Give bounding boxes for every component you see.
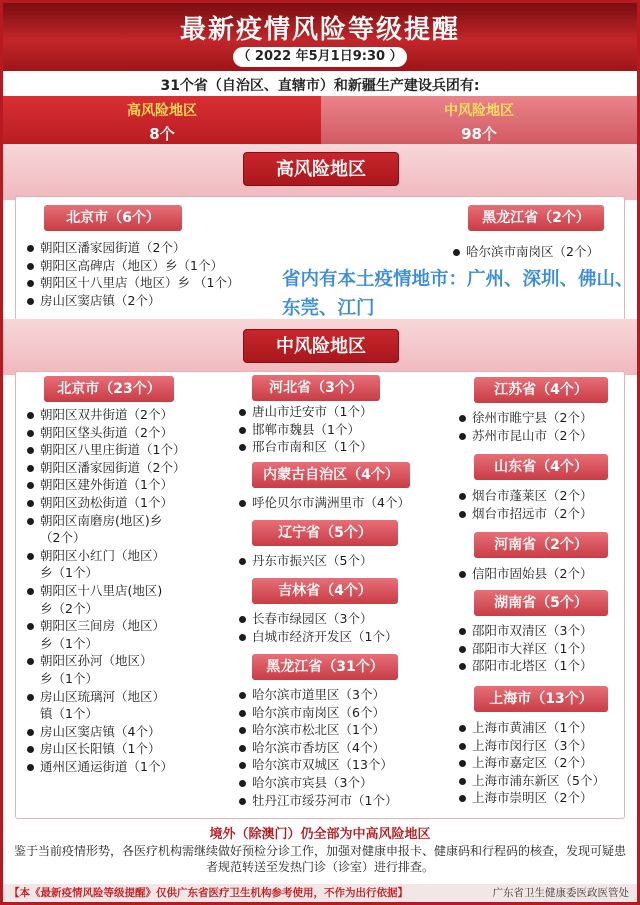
list-item: 房山区长阳镇（1个） [26, 740, 185, 758]
issuing-org: 广东省卫生健康委医政医管处 [492, 887, 629, 899]
bulletin-date: （ 2022 年5月1日9:30 ） [233, 47, 407, 67]
list-item: 房山区窦店镇（2个） [26, 292, 239, 310]
list-high-heilongjiang [452, 243, 599, 261]
tag-medium-neimenggu: 内蒙古自治区（4个） [252, 462, 410, 488]
list-item: 朝阳区高碑店（地区）乡（1个） [26, 257, 239, 275]
page-title: 最新疫情风险等级提醒 [179, 15, 460, 45]
list-item: 朝阳区十八里店(地区) [26, 582, 185, 600]
tag-high-heilongjiang: 黑龙江省（2个） [468, 205, 604, 231]
list-item: 长春市绿园区（3个） [238, 610, 397, 628]
list-high-beijing [26, 239, 239, 309]
summary-high-label: 高风险地区 [127, 103, 197, 119]
list-item: 牡丹江市绥芬河市（1个） [238, 792, 397, 810]
summary-high-count: 8个 [149, 125, 175, 143]
list-item: 上海市浦东新区（5个） [458, 772, 605, 790]
list-item: 哈尔滨市道里区（3个） [238, 686, 397, 704]
summary-medium [321, 96, 637, 144]
list-item: 朝阳区十八里店（地区）乡 （1个） [26, 274, 239, 292]
list-item: 朝阳区潘家园街道（2个） [26, 239, 239, 257]
list-medium-shandong [458, 487, 592, 522]
tag-medium-hunan: 湖南省（5个） [474, 590, 608, 616]
list-item: （2个） [40, 530, 86, 546]
list-item: 邵阳市大祥区（1个） [458, 640, 592, 658]
list-item: 哈尔滨市松北区（1个） [238, 721, 397, 739]
list-medium-henan [458, 565, 592, 583]
tag-medium-liaoning: 辽宁省（5个） [252, 520, 398, 546]
list-item: 邵阳市双清区（3个） [458, 622, 592, 640]
list-item: 烟台市蓬莱区（2个） [458, 487, 592, 505]
usage-note: 【本《最新疫情风险等级提醒》仅供广东省医疗卫生机构参考使用，不作为出行依据】 [9, 887, 408, 899]
tag-high-beijing: 北京市（6个） [44, 205, 182, 231]
list-item: 乡（1个） [40, 670, 98, 686]
tag-medium-hebei: 河北省（3个） [252, 375, 380, 401]
list-item: 朝阳区八里庄街道（1个） [26, 441, 185, 459]
list-medium-hunan [458, 622, 592, 675]
list-item: 乡（1个） [40, 635, 98, 651]
list-item: 邢台市南和区（1个） [238, 438, 372, 456]
list-medium-heilongjiang [238, 686, 397, 809]
list-item: 房山区窦店镇（4个） [26, 723, 185, 741]
high-section-heading: 高风险地区 [243, 152, 399, 186]
list-item: 朝阳区孙河（地区） [26, 652, 185, 670]
list-item: 上海市闵行区（3个） [458, 737, 605, 755]
medium-section-band [3, 319, 637, 375]
list-item: 朝阳区垡头街道（2个） [26, 424, 185, 442]
list-item: 通州区通运街道（1个） [26, 758, 185, 776]
list-medium-jilin [238, 610, 397, 645]
overlay-local-cases: 省内有本土疫情地市：广州、深圳、佛山、东莞、江门 [282, 269, 634, 319]
list-item: 白城市经济开发区（1个） [238, 628, 397, 646]
list-item: 朝阳区三间房（地区） [26, 617, 185, 635]
list-item: 镇（1个） [40, 706, 98, 722]
list-medium-jiangsu [458, 409, 592, 444]
tag-medium-shandong: 山东省（4个） [474, 454, 608, 480]
tag-medium-jiangsu: 江苏省（4个） [474, 377, 608, 403]
list-item: 乡（2个） [40, 600, 98, 616]
list-item: 邯郸市魏县（1个） [238, 421, 372, 439]
list-item: 上海市黄浦区（1个） [458, 719, 605, 737]
list-item: 信阳市固始县（2个） [458, 565, 592, 583]
list-item: 上海市嘉定区（2个） [458, 754, 605, 772]
summary-medium-count: 98个 [461, 125, 497, 143]
tag-medium-heilongjiang: 黑龙江省（31个） [252, 654, 398, 680]
list-item: 上海市崇明区（2个） [458, 789, 605, 807]
tag-medium-jilin: 吉林省（4个） [252, 578, 398, 604]
list-item: 邵阳市北塔区（1个） [458, 657, 592, 675]
intro-text: 31个省（自治区、直辖市）和新疆生产建设兵团有: [160, 78, 480, 94]
list-item: 房山区琉璃河（地区） [26, 688, 185, 706]
header-banner [3, 3, 637, 71]
list-item: 唐山市迁安市（1个） [238, 403, 372, 421]
list-medium-neimenggu [238, 494, 410, 512]
list-item: 朝阳区潘家园街道（2个） [26, 459, 185, 477]
list-item: 朝阳区小红门（地区） [26, 547, 185, 565]
list-item: 丹东市振兴区（5个） [238, 552, 372, 570]
list-item: 哈尔滨市香坊区（4个） [238, 739, 397, 757]
summary-medium-label: 中风险地区 [444, 103, 514, 119]
tag-medium-henan: 河南省（2个） [474, 532, 608, 558]
overseas-notice: 境外（除澳门）仍全部为中高风险地区 [209, 827, 431, 842]
list-item: 徐州市睢宁县（2个） [458, 409, 592, 427]
list-item: 朝阳区双井街道（2个） [26, 406, 185, 424]
list-item: 乡（1个） [40, 565, 98, 581]
list-item: 哈尔滨市南岗区（6个） [238, 704, 397, 722]
list-item: 呼伦贝尔市满洲里市（4个） [238, 494, 410, 512]
high-section-band [3, 144, 637, 200]
medium-section-heading: 中风险地区 [243, 329, 399, 363]
list-medium-hebei [238, 403, 372, 456]
summary-high [3, 96, 321, 144]
advice-text: 鉴于当前疫情形势，各医疗机构需继续做好预检分诊工作，加强对健康申报卡、健康码和行程码的核查，发现可疑患者规范转送至发热门诊（诊室）进行排查。 [13, 844, 626, 874]
list-item: 苏州市昆山市（2个） [458, 427, 592, 445]
footer-bar [3, 884, 637, 902]
list-item: 烟台市招远市（2个） [458, 505, 592, 523]
list-item: 朝阳区建外街道（1个） [26, 476, 185, 494]
list-item: 朝阳区劲松街道（1个） [26, 494, 185, 512]
list-item: 哈尔滨市宾县（3个） [238, 774, 397, 792]
list-item: 哈尔滨市南岗区（2个） [452, 243, 599, 261]
list-medium-beijing [26, 406, 185, 775]
tag-medium-beijing: 北京市（23个） [44, 376, 174, 402]
tag-medium-shanghai: 上海市（13个） [474, 686, 608, 712]
list-item: 哈尔滨市双城区（13个） [238, 756, 397, 774]
list-medium-shanghai [458, 719, 605, 807]
medium-area-panel [15, 371, 625, 819]
list-item: 朝阳区南磨房(地区)乡 [26, 512, 185, 530]
list-medium-liaoning [238, 552, 372, 570]
